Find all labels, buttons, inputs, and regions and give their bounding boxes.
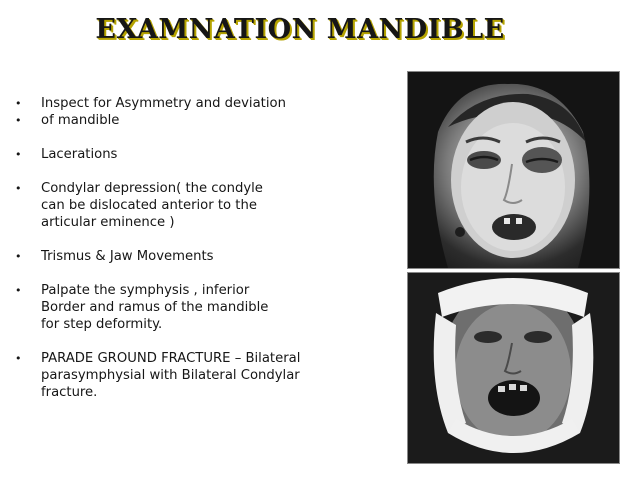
bullet-item-condylar bbox=[0, 180, 400, 231]
bullet-list bbox=[0, 95, 400, 401]
bullet-item-asymmetry bbox=[0, 95, 400, 112]
bullet-line: of mandible bbox=[41, 113, 120, 128]
bullet-item-mandible bbox=[0, 112, 400, 129]
bullet-item-parade-ground bbox=[0, 350, 400, 401]
patient-bandaged-face-photo bbox=[407, 272, 620, 464]
patient-face-photo bbox=[407, 71, 620, 269]
patient-face-photo-icon bbox=[408, 72, 619, 268]
bullet-line: for step deformity. bbox=[41, 317, 163, 332]
bullet-line: Border and ramus of the mandible bbox=[41, 300, 269, 315]
bullet-line: Inspect for Asymmetry and deviation bbox=[41, 96, 286, 111]
bullet-line: • PARADE GROUND FRACTURE – Bilateral bbox=[41, 351, 301, 366]
bullet-line: articular eminence ) bbox=[41, 215, 175, 230]
bullet-item-trismus bbox=[0, 248, 400, 265]
bullet-item-palpate bbox=[0, 282, 400, 333]
bullet-line: fracture. bbox=[41, 385, 98, 400]
bullet-line: Lacerations bbox=[41, 147, 118, 162]
bullet-line: • Palpate the symphysis , inferior bbox=[41, 283, 250, 298]
bullet-line: can be dislocated anterior to the bbox=[41, 198, 257, 213]
bullet-item-lacerations bbox=[0, 146, 400, 163]
slide-title: EXAMNATION MANDIBLE bbox=[95, 14, 505, 45]
patient-bandaged-face-photo-icon bbox=[408, 273, 619, 463]
bullet-line: Trismus & Jaw Movements bbox=[41, 249, 214, 264]
bullet-line: • Condylar depression( the condyle bbox=[41, 181, 263, 196]
bullet-line: parasymphysial with Bilateral Condylar bbox=[41, 368, 300, 383]
